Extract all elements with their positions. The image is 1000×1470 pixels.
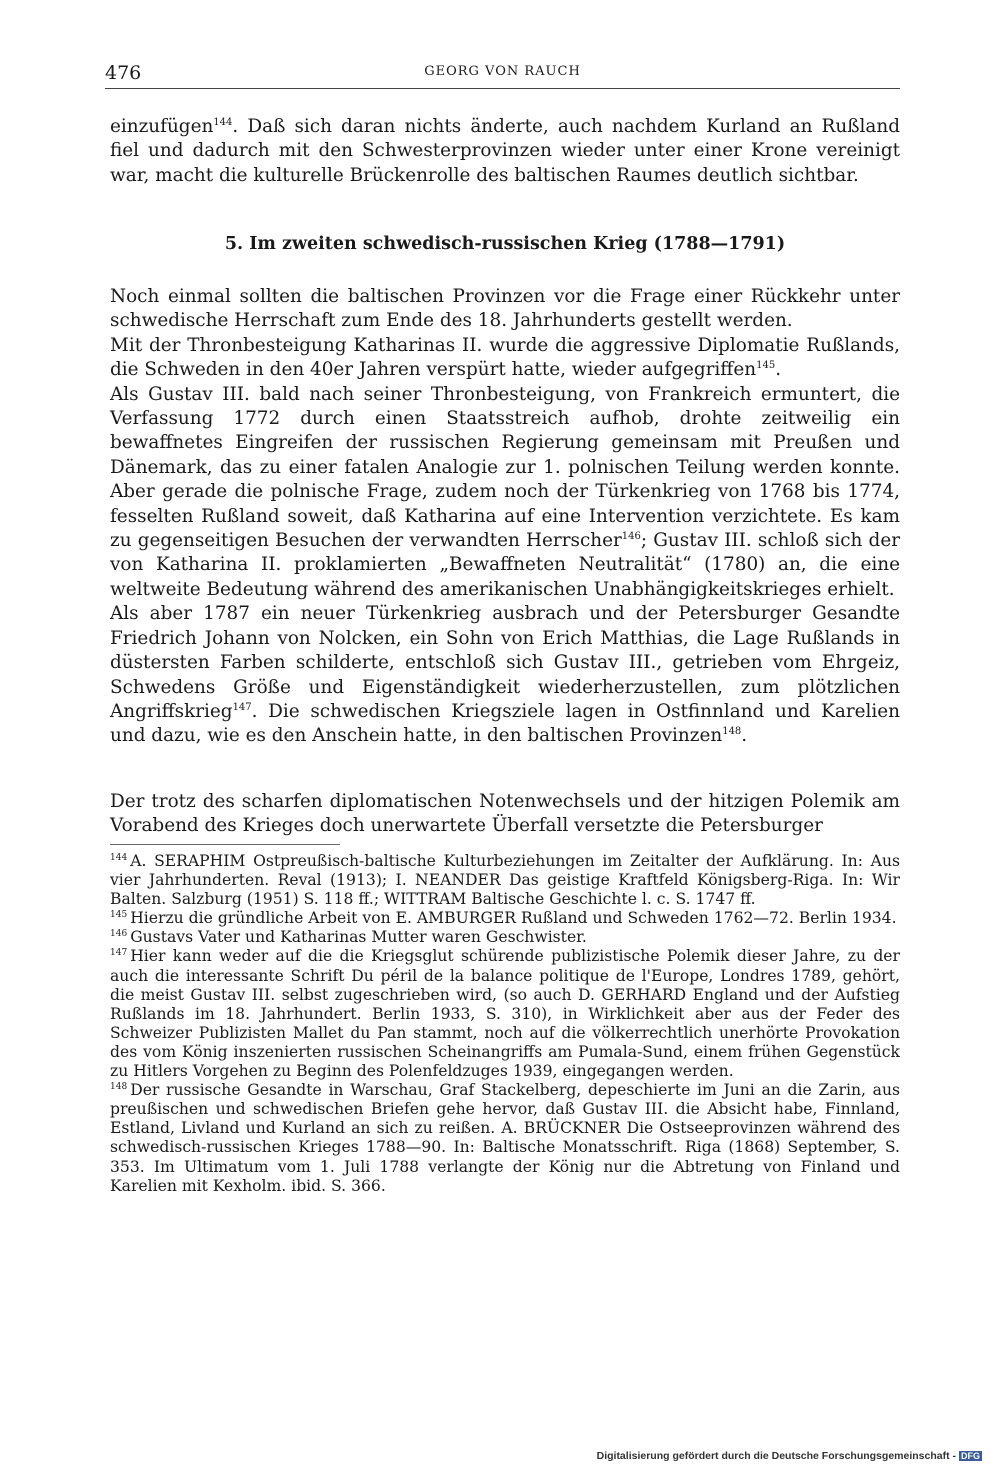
footnote: $^{147}$ Hier kann weder auf die die Kriegsglut schürende publizistische Polemik dieser Jahre, zu der auch die interessante Schrift Du péril de la balance politique de l'Europe, Londres 1789, gehört, die meist Gustav III. selbst zugeschrieben wird, (so auch D. GERHARD England und der Aufstieg Rußlands im 18. Jahrhundert. Berlin 1933, S. 310), in Wirklichkeit aber aus der Feder des Schweizer Publizisten Mallet du Pan stammt, noch auf die völkerrechtlich unerhörte Provokation des vom König inszenierten russischen Scheinangriffs am Pumala-Sund, einem frühen Gegenstück zu Hitlers Vorgehen zu Beginn des Polenfeldzuges 1939, eingegangen werden. <box>110 947 900 1081</box>
paragraph: Noch einmal sollten die baltischen Provinzen vor die Frage einer Rückkehr unter schwedische Herrschaft zum Ende des 18. Jahrhunderts gestellt werden. <box>110 286 900 332</box>
section-heading: 5. Im zweiten schwedisch-russischen Krieg (1788—1791) <box>224 234 786 254</box>
footnote-number: 144 <box>110 852 128 863</box>
paragraph: Als Gustav III. bald nach seiner Thronbesteigung, von Frankreich ermuntert, die Verfassung 1772 durch einen Staatsstreich aufhob, drohte zeitweilig ein bewaffnetes Eingreifen der russischen Regierung gemeinsam mit Preußen und Dänemark, das zu einer fatalen Analogie zur 1. polnischen Teilung werden konnte. Aber gerade die polnische Frage, zudem noch der Türkenkrieg von 1768 bis 1774, fesselten Rußland soweit, daß Katharina auf eine Intervention verzichtete. Es kam zu gegenseitigen Besuchen der verwandten Herrscher$^{146}$; Gustav III. schloß sich der von Katharina II. proklamierten „Bewaffneten Neutralität“ (1780) an, die eine weltweite Bedeutung während des amerikanischen Unabhängigkeitskrieges erhielt. <box>110 383 900 600</box>
footnote-ref[interactable]: 147 <box>232 701 252 713</box>
continuing-text-block <box>110 790 900 839</box>
main-text-block <box>110 285 900 749</box>
paragraph: Als aber 1787 ein neuer Türkenkrieg ausbrach und der Petersburger Gesandte Friedrich Johann von Nolcken, ein Sohn von Erich Matthias, die Lage Rußlands in düstersten Farben schilderte, entschloß sich Gustav III., getrieben vom Ehrgeiz, Schwedens Größe und Eigenständigkeit wiederherzustellen, zum plötzlichen Angriffskrieg$^{147}$. Die schwedischen Kriegsziele lagen in Ostfinnland und Karelien und dazu, wie es den Anschein hatte, in den baltischen Provinzen$^{148}$. <box>110 603 900 747</box>
footnote-number: 145 <box>110 910 128 921</box>
dfg-logo-icon: DFG <box>961 1451 980 1462</box>
footnote: $^{146}$ Gustavs Vater und Katharinas Mutter waren Geschwister. <box>110 928 587 947</box>
footnote-ref[interactable]: 144 <box>213 116 233 128</box>
running-title: GEORG VON RAUCH <box>424 64 581 79</box>
footnote: $^{145}$ Hierzu die gründliche Arbeit von E. AMBURGER Rußland und Schweden 1762—72. Berlin 1934. <box>110 909 897 928</box>
paragraph: Der trotz des scharfen diplomatischen Notenwechsels und der hitzigen Polemik am Vorabend des Krieges doch unerwartete Überfall versetzte die Petersburger <box>110 791 900 837</box>
footnote: $^{144}$ A. SERAPHIM Ostpreußisch-baltische Kulturbeziehungen im Zeitalter der Aufklärung. In: Aus vier Jahrhunderten. Reval (1913); I. NEANDER Das geistige Kraftfeld Königsberg-Riga. In: Wir Balten. Salzburg (1951) S. 118 ff.; WITTRAM Baltische Geschichte l. c. S. 1747 ff. <box>110 852 900 909</box>
paragraph: einzufügen$^{144}$. Daß sich daran nichts änderte, auch nachdem Kurland an Rußland fiel und dadurch mit den Schwesterprovinzen wieder unter einer Krone vereinigt war, macht die kulturelle Brückenrolle des baltischen Raumes deutlich sichtbar. <box>110 116 900 186</box>
footnote-number: 146 <box>110 929 128 940</box>
footnote: $^{148}$ Der russische Gesandte in Warschau, Graf Stackelberg, depeschierte im Juni an die Zarin, aus preußischen und schwedischen Briefen gehe hervor, daß Gustav III. die Absicht habe, Finnland, Estland, Livland und Kurland an sich zu reißen. A. BRÜCKNER Die Ostseeprovinzen während des schwedisch-russischen Krieges 1788—90. In: Baltische Monatsschrift. Riga (1868) September, S. 353. Im Ultimatum vom 1. Juli 1788 verlangte der König nur die Abtretung von Finland und Karelien mit Kexholm. ibid. S. 366. <box>110 1081 900 1195</box>
footnote-number: 148 <box>110 1081 128 1092</box>
footnote-ref[interactable]: 145 <box>756 360 776 372</box>
footnote-ref[interactable]: 148 <box>722 726 742 738</box>
footnotes <box>110 852 900 1196</box>
digitization-credit: Digitalisierung gefördert durch die Deutsche Forschungsgemeinschaft - DFG <box>596 1450 980 1462</box>
page-number: 476 <box>105 62 142 84</box>
intro-paragraph-block <box>110 115 900 188</box>
footnote-ref[interactable]: 146 <box>621 530 641 542</box>
page-header <box>105 62 900 89</box>
footnote-separator <box>110 844 340 845</box>
paragraph: Mit der Thronbesteigung Katharinas II. wurde die aggressive Diplomatie Rußlands, die Schweden in den 40er Jahren verspürt hatte, wieder aufgegriffen$^{145}$. <box>110 334 900 381</box>
footnote-number: 147 <box>110 948 128 959</box>
